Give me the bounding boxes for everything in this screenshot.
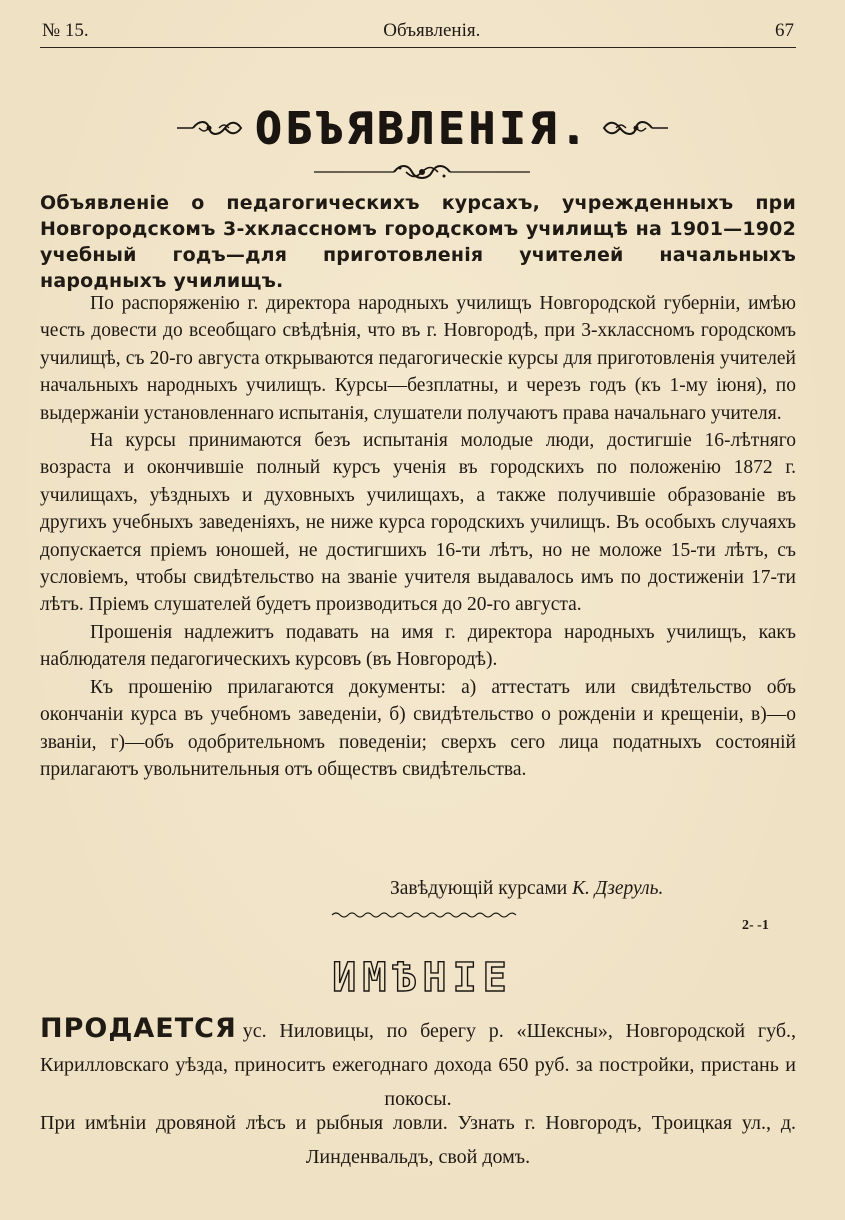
estate-sale-notice (40, 1012, 796, 1116)
paragraph: На курсы принимаются безъ испытанія молодые люди, достигшіе 16-лѣтняго возраста и окончившіе полный курсъ ученія въ городскихъ по положенію 1872 г. училищахъ, уѣздныхъ и духовныхъ училищахъ, а также получившіе образованіе въ другихъ учебныхъ заведеніяхъ, не ниже курса городскихъ училищъ. Въ особыхъ случаяхъ допускается пріемъ юношей, не достигшихъ 16-ти лѣтъ, но не моложе 15-ти лѣтъ, съ условіемъ, чтобы свидѣтельство на званіе учителя выдавалось имъ по достиженіи 17-ти лѣтъ. Пріемъ слушателей будетъ производиться до 20-го августа. (40, 430, 796, 616)
page-number: 67 (774, 20, 794, 41)
right-flourish-icon (602, 118, 670, 138)
wavy-rule-icon (330, 910, 520, 920)
estate-title: ИМѢНІЕ (332, 955, 513, 1001)
section-title: Объявленія. (383, 20, 481, 41)
paragraph: Къ прошенію прилагаются документы: а) аттестатъ или свидѣтельство объ окончаніи курса въ учебномъ заведеніи, б) свидѣтельство о рожденіи и крещеніи, в)—о званіи, г)—объ одобрительномъ поведеніи; сверхъ сего лица податныхъ состояній прилагаютъ увольнительныя отъ обществъ свидѣтельства. (40, 676, 796, 780)
issue-number: № 15. (42, 20, 89, 41)
headline-text: Объявленіе о педагогическихъ курсахъ, учрежденныхъ при Новгородскомъ 3-хклассномъ городскомъ училищѣ на 1901—1902 учебный годъ—для приготовленія учителей начальныхъ народныхъ училищъ. (40, 192, 796, 292)
signature-line (390, 878, 770, 900)
announcement-headline (40, 190, 796, 294)
estate-description: ус. Ниловицы, по берегу р. «Шексны», Новгородской губ., Кирилловскаго уѣзда, приноситъ ежегоднаго дохода 650 руб. за постройки, пристань и покосы. (40, 1020, 796, 1110)
title-underline-ornament-icon (312, 160, 532, 184)
left-flourish-icon (175, 118, 243, 138)
header-rule (40, 47, 796, 48)
estate-details (40, 1106, 796, 1174)
title-block (0, 98, 845, 158)
running-header (42, 20, 794, 46)
estate-contact: При имѣніи дровяной лѣсъ и рыбныя ловли. Узнать г. Новгородъ, Троицкая ул., д. Линденвальдъ, свой домъ. (40, 1112, 796, 1168)
signatory-role: Завѣдующій курсами (390, 878, 568, 899)
paragraph: По распоряженію г. директора народныхъ училищъ Новгородской губерніи, имѣю честь довести до всеобщаго свѣдѣнія, что въ г. Новгородѣ, при 3-хклассномъ городскомъ училищѣ, съ 20-го августа открываются педагогическіе курсы для приготовленія учителей начальныхъ народныхъ училищъ. Курсы—безплатны, и черезъ годъ (къ 1-му іюня), по выдержаніи установленнаго испытанія, слушатели получаютъ права начальнаго учителя. (40, 293, 796, 424)
announcement-body (40, 290, 796, 783)
paragraph: Прошенія надлежитъ подавать на имя г. директора народныхъ училищъ, какъ наблюдателя педагогическихъ курсовъ (въ Новгородѣ). (40, 621, 796, 671)
sale-word: ПРОДАЕТСЯ (40, 1013, 237, 1044)
insertion-count: 2- -1 (742, 918, 769, 933)
signatory-name: К. Дзеруль. (572, 878, 664, 899)
page-title: ОБЪЯВЛЕНІЯ. (254, 102, 591, 154)
